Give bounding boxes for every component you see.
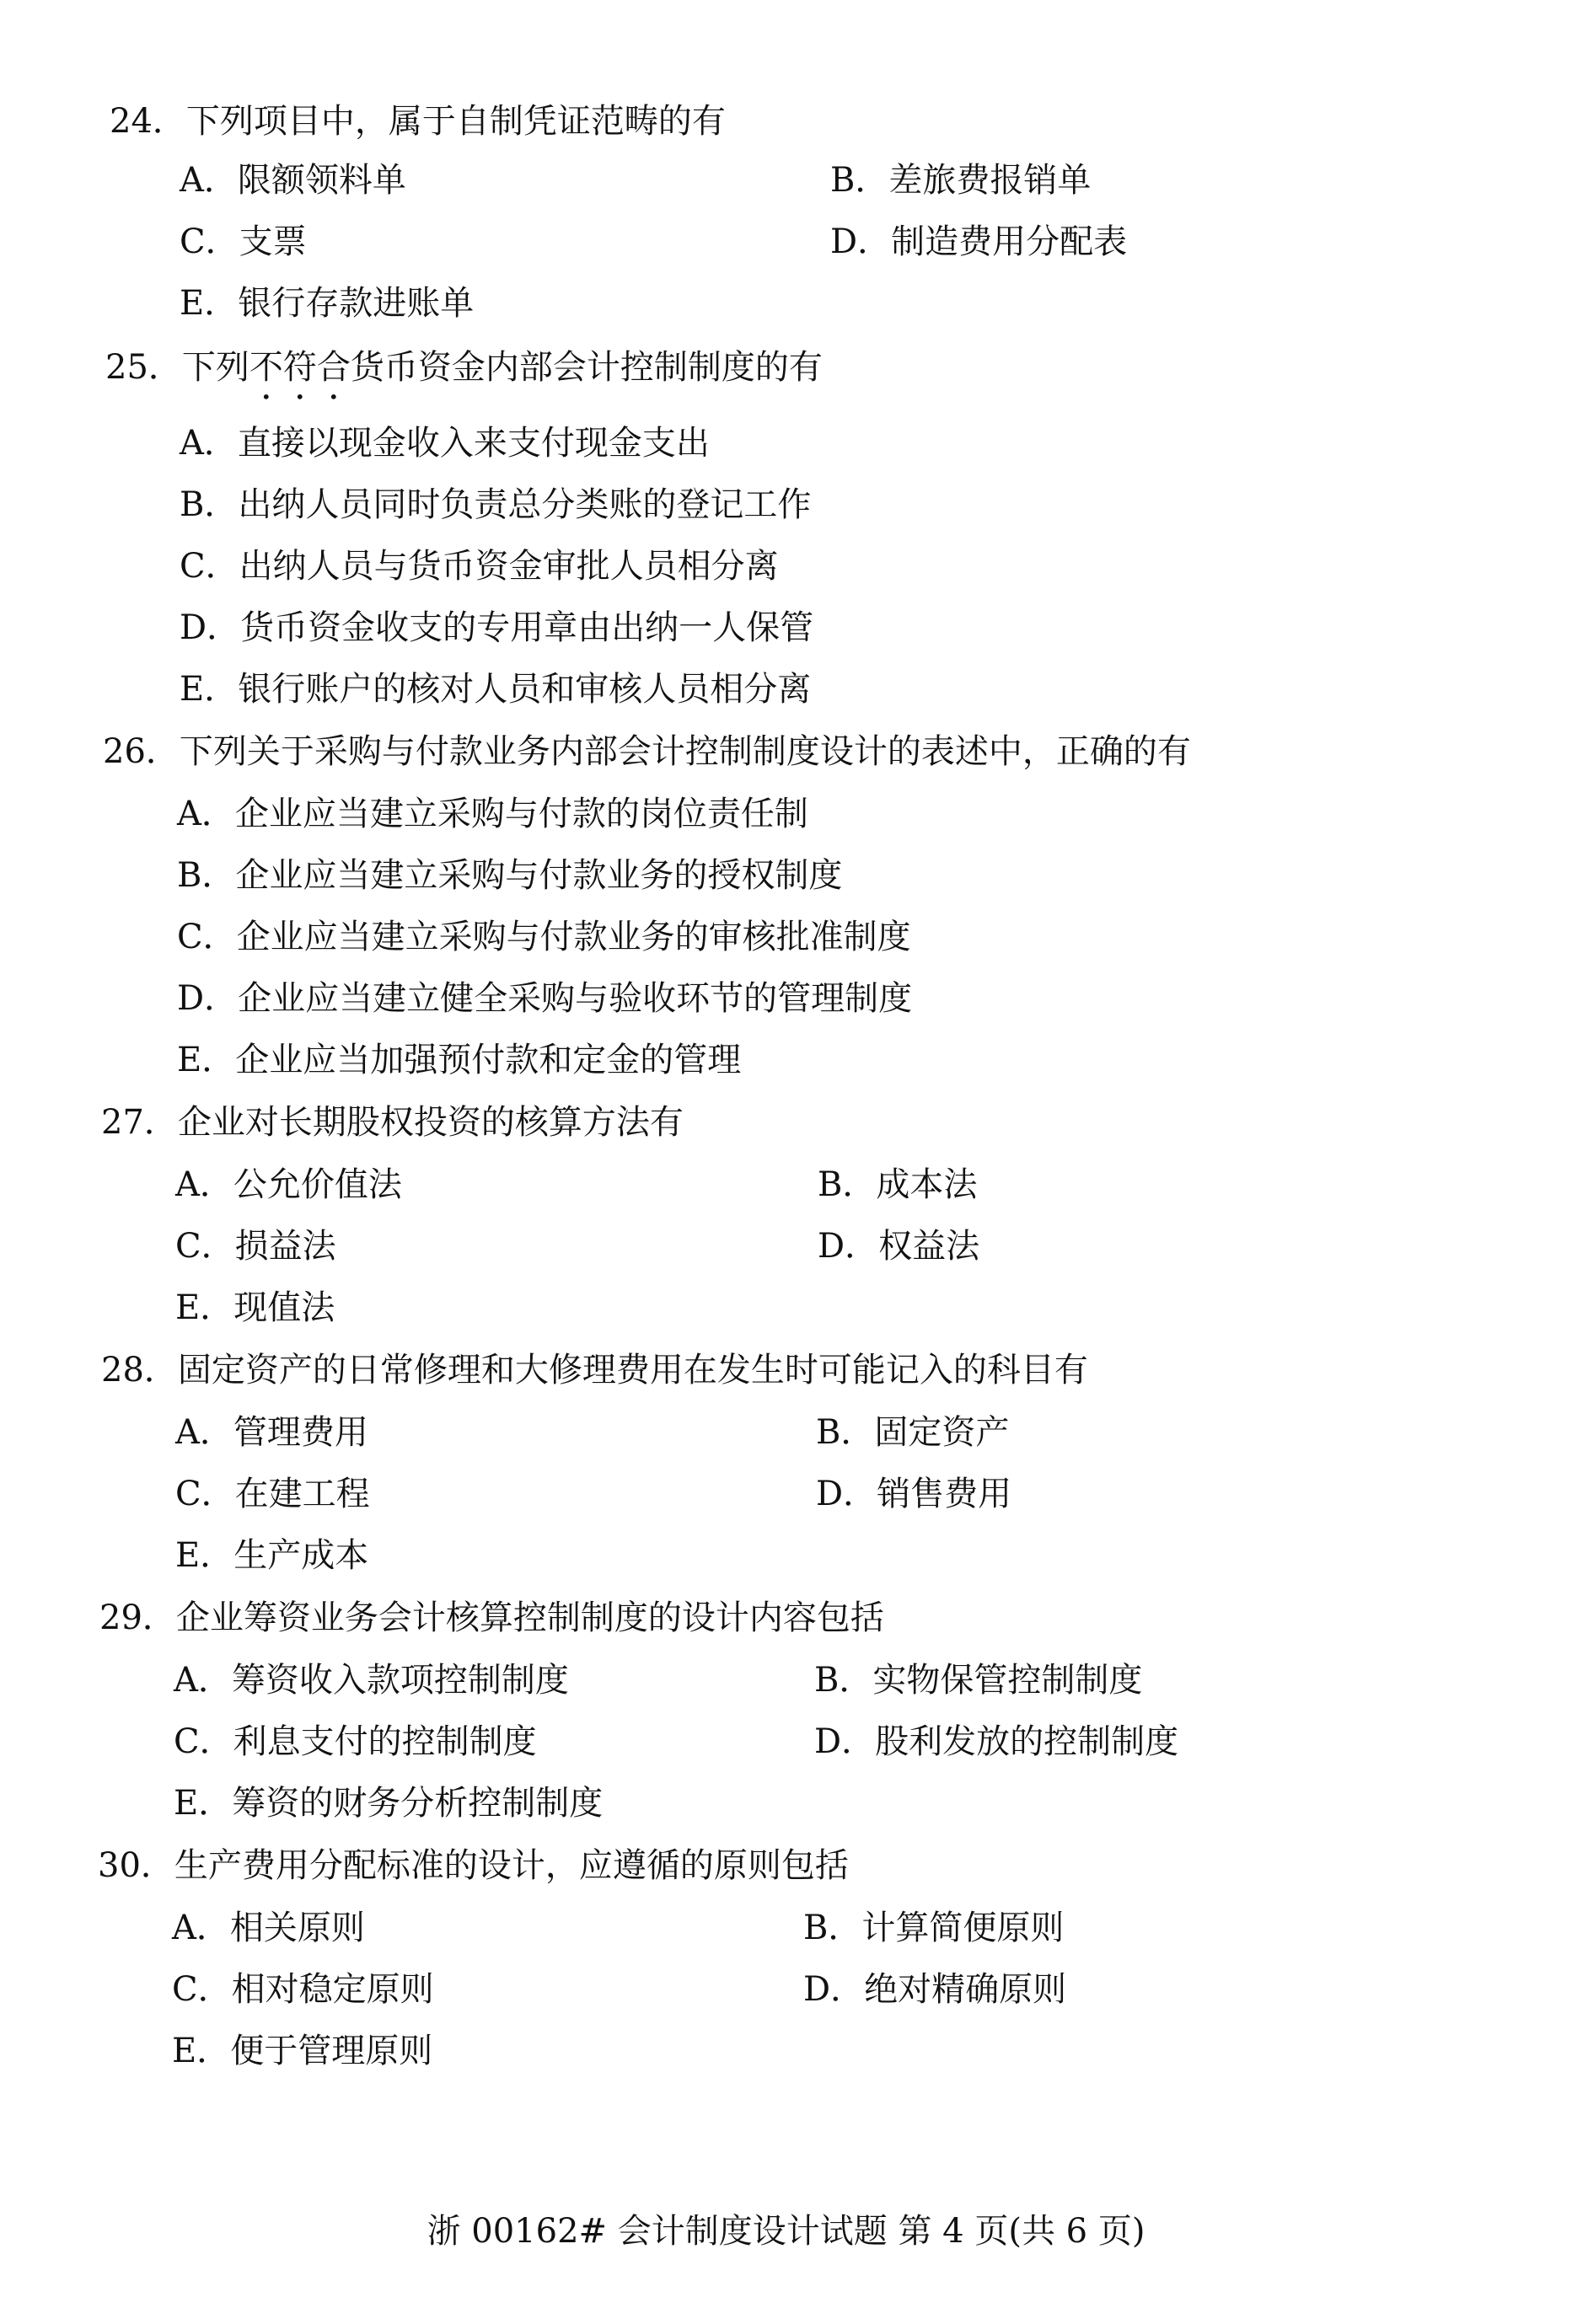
q24-option-c: C．支票 xyxy=(180,222,307,261)
question-number: 28． xyxy=(101,1351,178,1390)
q25-option-d: D．货币资金收支的专用章由出纳一人保管 xyxy=(180,608,814,647)
question-number: 25． xyxy=(105,348,182,387)
q24-option-a: A．限额领料单 xyxy=(180,161,406,200)
q30-option-b: B．计算简便原则 xyxy=(803,1909,1065,1947)
q27-option-a: A．公允价值法 xyxy=(175,1165,402,1204)
question-number: 29． xyxy=(99,1598,176,1637)
question-text: 企业筹资业务会计核算控制制度的设计内容包括 xyxy=(175,1598,884,1637)
question-25-stem xyxy=(105,345,823,407)
question-26-stem xyxy=(103,730,1191,774)
q28-option-b: B．固定资产 xyxy=(816,1413,1010,1452)
q26-option-e: E．企业应当加强预付款和定金的管理 xyxy=(177,1041,742,1079)
question-28-stem xyxy=(101,1348,1088,1392)
q28-option-d: D．销售费用 xyxy=(816,1475,1012,1513)
q27-option-d: D．权益法 xyxy=(818,1227,980,1266)
q26-option-a: A．企业应当建立采购与付款的岗位责任制 xyxy=(177,795,808,833)
question-text: 生产费用分配标准的设计，应遵循的原则包括 xyxy=(174,1846,849,1885)
question-number: 27． xyxy=(101,1103,178,1142)
question-text-emphasis: 不符合 xyxy=(249,348,351,387)
q30-option-e: E．便于管理原则 xyxy=(172,2032,433,2070)
question-text: 下列关于采购与付款业务内部会计控制制度设计的表述中，正确的有 xyxy=(179,732,1191,771)
q30-option-d: D．绝对精确原则 xyxy=(803,1970,1067,2009)
question-text: 企业对长期股权投资的核算方法有 xyxy=(177,1103,684,1142)
q24-option-e: E．银行存款进账单 xyxy=(180,284,475,323)
question-text-after: 货币资金内部会计控制制度的有 xyxy=(350,348,823,387)
q29-option-d: D．股利发放的控制制度 xyxy=(814,1722,1179,1761)
q24-option-d: D．制造费用分配表 xyxy=(830,222,1128,261)
q27-option-c: C．损益法 xyxy=(175,1227,336,1266)
question-text: 下列项目中，属于自制凭证范畴的有 xyxy=(185,102,726,141)
q28-option-c: C．在建工程 xyxy=(175,1475,370,1513)
q25-option-c: C．出纳人员与货币资金审批人员相分离 xyxy=(180,547,779,586)
q27-option-e: E．现值法 xyxy=(175,1288,335,1327)
question-text-before: 下列 xyxy=(181,348,249,387)
question-number: 30． xyxy=(98,1846,174,1885)
question-24-stem xyxy=(110,99,726,143)
page-footer: 浙 00162# 会计制度设计试题 第 4 页(共 6 页) xyxy=(427,2212,1145,2251)
q26-option-b: B．企业应当建立采购与付款业务的授权制度 xyxy=(177,856,843,895)
q30-option-a: A．相关原则 xyxy=(172,1909,365,1947)
question-30-stem xyxy=(98,1844,849,1888)
question-number: 24． xyxy=(110,102,186,141)
q30-option-c: C．相对稳定原则 xyxy=(172,1970,434,2009)
q29-option-a: A．筹资收入款项控制制度 xyxy=(174,1661,569,1700)
q29-option-b: B．实物保管控制制度 xyxy=(814,1661,1143,1700)
q25-option-a: A．直接以现金收入来支付现金支出 xyxy=(180,424,710,463)
q28-option-a: A．管理费用 xyxy=(175,1413,368,1452)
q29-option-c: C．利息支付的控制制度 xyxy=(174,1722,537,1761)
q25-option-b: B．出纳人员同时负责总分类账的登记工作 xyxy=(180,485,812,524)
q29-option-e: E．筹资的财务分析控制制度 xyxy=(174,1784,604,1823)
question-27-stem xyxy=(101,1100,684,1144)
q25-option-e: E．银行账户的核对人员和审核人员相分离 xyxy=(180,670,812,709)
question-text: 固定资产的日常修理和大修理费用在发生时可能记入的科目有 xyxy=(177,1351,1088,1390)
q27-option-b: B．成本法 xyxy=(818,1165,978,1204)
q24-option-b: B．差旅费报销单 xyxy=(830,161,1092,200)
q26-option-d: D．企业应当建立健全采购与验收环节的管理制度 xyxy=(177,979,913,1018)
q28-option-e: E．生产成本 xyxy=(175,1536,369,1575)
q26-option-c: C．企业应当建立采购与付款业务的审核批准制度 xyxy=(177,918,911,956)
question-29-stem xyxy=(99,1596,884,1640)
question-number: 26． xyxy=(103,732,180,771)
